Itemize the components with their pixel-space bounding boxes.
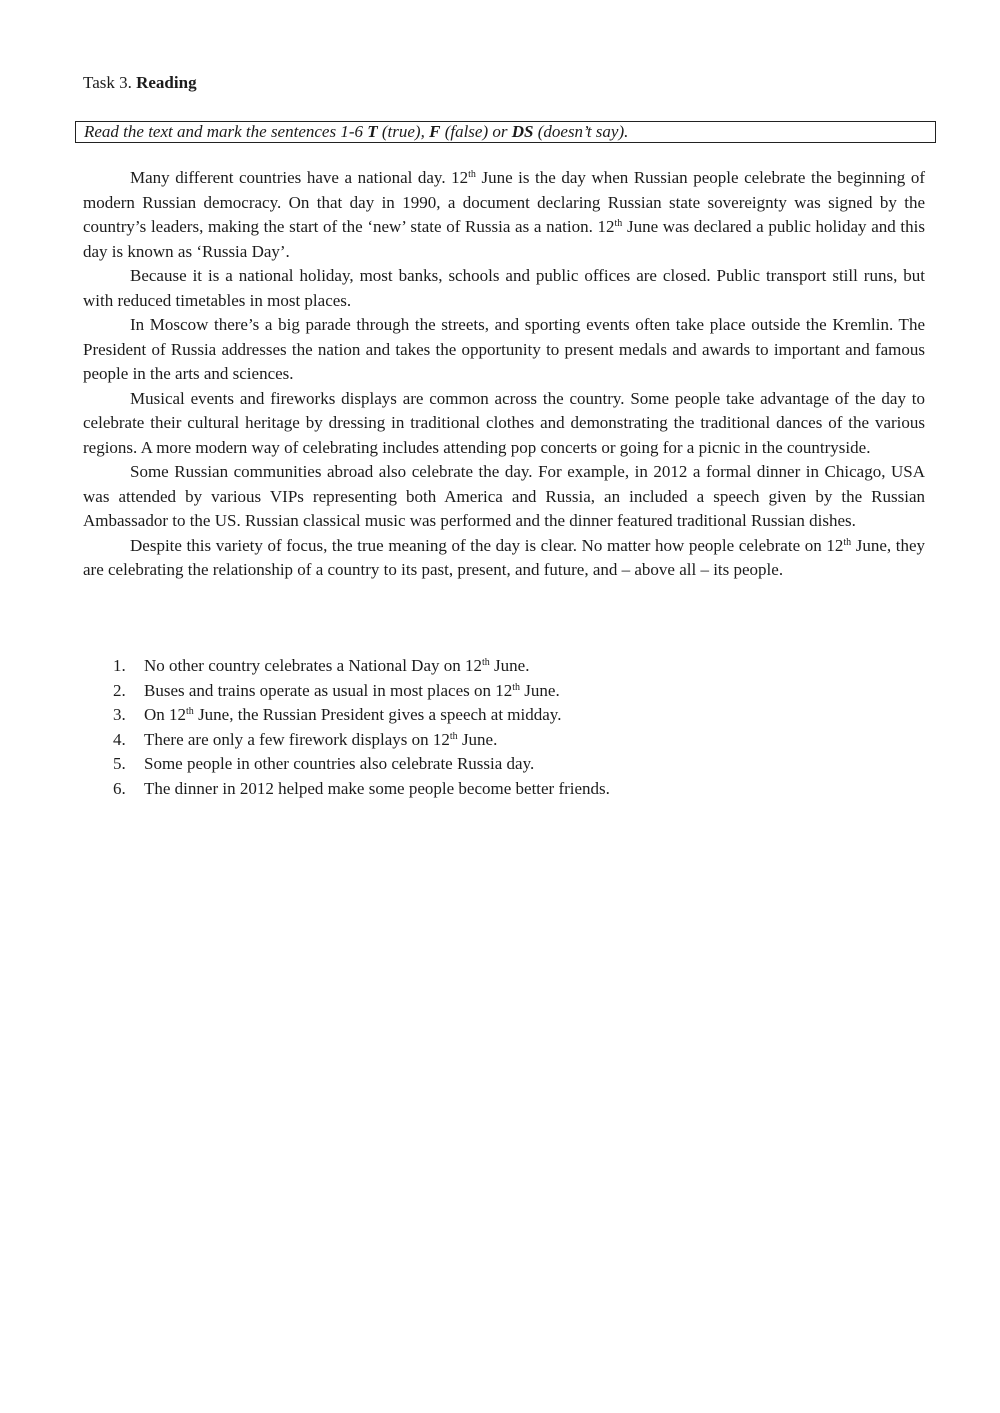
instruction-true-marker: T	[367, 122, 378, 141]
statement-text: Buses and trains operate as usual in most places on 12	[144, 680, 513, 700]
statement-number: 6.	[113, 778, 126, 798]
statement-item-6	[83, 777, 925, 802]
paragraph-4	[83, 387, 925, 461]
instruction-text: (false) or	[440, 122, 512, 141]
paragraph-text: Because it is a national holiday, most banks, schools and public offices are closed. Public transport still runs, but with reduced timetables in most places.	[83, 266, 925, 310]
statement-item-1	[83, 654, 925, 679]
statement-list	[83, 654, 925, 801]
statement-text: No other country celebrates a National Day on 12	[144, 656, 482, 675]
statement-text: On 12	[144, 705, 187, 724]
paragraph-text: In Moscow there’s a big parade through the streets, and sporting events often take place outside the Kremlin. The President of Russia addresses the nation and takes the opportunity to present medals and awards to important and famous people in the arts and sciences.	[83, 315, 925, 383]
statement-text: June.	[520, 680, 560, 700]
task-name: Reading	[136, 73, 197, 92]
statement-item-3	[83, 703, 925, 728]
task-label: Task 3.	[83, 73, 137, 92]
statement-text: June, the Russian President gives a speech at midday.	[193, 705, 562, 724]
paragraph-text: June is the day when Russian people celebrate the beginning of modern Russian democracy. On that day in 1990, a document declaring Russian state sovereignty was signed by the country’s leaders, making the start of the ‘new’ state of Russia as a nation. 12	[83, 168, 925, 236]
paragraph-text: June was declared a public holiday and this day is known as ‘Russia Day’.	[83, 217, 925, 261]
paragraph-6	[83, 534, 925, 583]
ordinal-suffix: th	[449, 730, 458, 742]
reading-text	[83, 166, 925, 583]
instruction-text: Read the text and mark the sentences 1-6	[84, 122, 368, 141]
statement-number: 1.	[113, 656, 126, 675]
statement-number: 2.	[113, 680, 126, 700]
statement-number: 3.	[113, 705, 126, 724]
statement-text: Some people in other countries also celebrate Russia day.	[144, 754, 535, 773]
statement-number: 5.	[113, 754, 126, 773]
paragraph-text: Despite this variety of focus, the true meaning of the day is clear. No matter how people celebrate on 12	[130, 535, 844, 555]
statement-item-4	[83, 728, 925, 753]
statement-item-2	[83, 679, 925, 704]
paragraph-text: Many different countries have a national day. 12	[130, 168, 469, 187]
instruction-doesnt-say-marker: DS	[511, 122, 534, 141]
ordinal-suffix: th	[482, 657, 490, 668]
paragraph-3	[83, 313, 925, 387]
ordinal-suffix: th	[843, 536, 852, 548]
paragraph-text: June, they are celebrating the relationship of a country to its past, present, and future, and – above all – its people.	[83, 535, 925, 579]
ordinal-suffix: th	[512, 681, 521, 693]
statement-text: June.	[489, 656, 530, 675]
instruction-box	[75, 121, 936, 143]
ordinal-suffix: th	[186, 706, 194, 717]
ordinal-suffix: th	[614, 218, 623, 229]
paragraph-1	[83, 166, 925, 264]
task-title	[83, 71, 197, 95]
statement-text: The dinner in 2012 helped make some people become better friends.	[144, 778, 610, 798]
paragraph-text: Some Russian communities abroad also celebrate the day. For example, in 2012 a formal dinner in Chicago, USA was attended by various VIPs representing both America and Russia, an included a speech given by the Russian Ambassador to the US. Russian classical music was performed and the dinner featured traditional Russian dishes.	[83, 462, 925, 530]
statement-text: June.	[457, 729, 498, 749]
instruction-text: (true),	[377, 122, 430, 141]
statement-number: 4.	[113, 729, 126, 749]
paragraph-2	[83, 264, 925, 313]
statement-text: There are only a few firework displays on 12	[144, 729, 450, 749]
ordinal-suffix: th	[468, 169, 476, 180]
paragraph-5	[83, 460, 925, 534]
instruction-text: (doesn’t say).	[533, 122, 629, 141]
instruction-false-marker: F	[429, 122, 441, 141]
paragraph-text: Musical events and fireworks displays are common across the country. Some people take advantage of the day to celebrate their cultural heritage by dressing in traditional clothes and demonstrating the traditional dances of the various regions. A more modern way of celebrating includes attending pop concerts or going for a picnic in the countryside.	[83, 388, 925, 457]
statement-item-5	[83, 752, 925, 777]
